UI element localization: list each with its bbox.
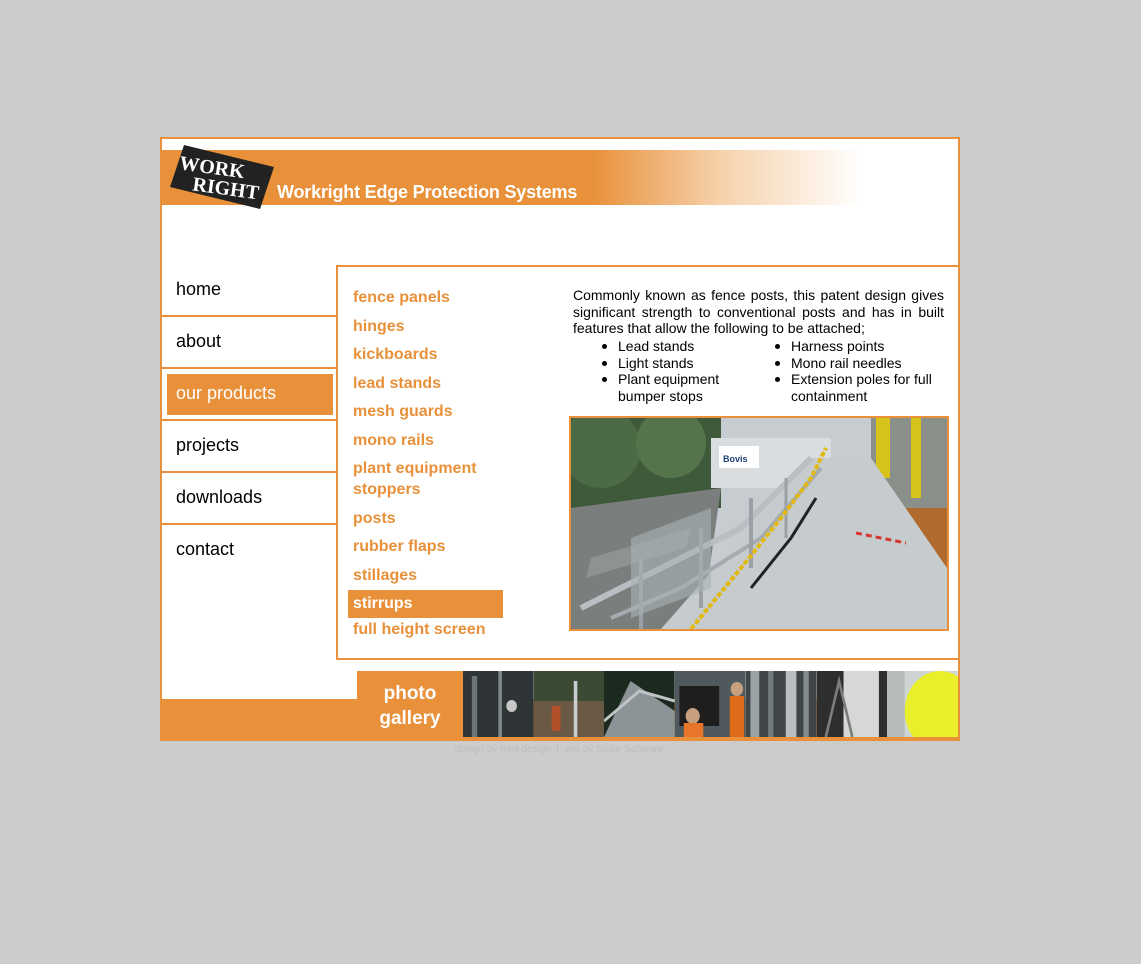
workright-logo[interactable] <box>170 145 274 209</box>
list-item <box>775 338 945 355</box>
gallery-thumbnail[interactable] <box>887 671 958 737</box>
bullet-icon <box>775 344 780 349</box>
footer-credits <box>0 744 1118 755</box>
nav-item-label: downloads <box>176 487 263 507</box>
nav-content-divider <box>336 265 338 660</box>
nav-item-projects[interactable] <box>162 421 338 473</box>
feature-text: Plant equipment bumper stops <box>618 371 720 404</box>
nav-item-our-products[interactable] <box>162 369 338 421</box>
gallery-thumbnail[interactable] <box>675 671 746 737</box>
nav-item-label: contact <box>176 539 235 559</box>
photo-gallery-label <box>357 681 463 731</box>
gallery-label-line1: photo <box>383 683 437 704</box>
photo-sign-text: Bovis <box>723 454 748 464</box>
nav-item-home[interactable] <box>162 265 338 317</box>
product-link-kickboards[interactable]: kickboards <box>353 346 438 363</box>
logo-text-right: RIGHT <box>191 173 261 205</box>
gallery-label-line2: gallery <box>379 708 441 729</box>
site-title: Workright Edge Protection Systems <box>277 182 578 202</box>
list-item <box>775 371 951 404</box>
feature-column-left <box>602 338 772 404</box>
bullet-icon <box>602 377 607 382</box>
photo-gallery-button[interactable] <box>357 671 463 739</box>
nav-item-contact[interactable] <box>162 525 338 575</box>
footer-separator: | <box>556 744 559 755</box>
list-item <box>602 338 772 355</box>
product-link-mono-rails[interactable]: mono rails <box>353 431 434 449</box>
gallery-thumbnails <box>463 671 958 737</box>
list-item <box>602 355 772 372</box>
gallery-thumbnail[interactable] <box>746 671 817 737</box>
site-credit-link[interactable]: site by Spike Software <box>564 744 664 755</box>
product-link-mesh-guards[interactable]: mesh guards <box>353 403 453 420</box>
product-link-fence-panels[interactable]: fence panels <box>353 289 450 306</box>
product-link-hinges[interactable]: hinges <box>353 317 405 335</box>
gallery-thumbnail[interactable] <box>817 671 888 737</box>
product-link-posts[interactable]: posts <box>353 509 396 527</box>
nav-item-label: our products <box>176 383 277 403</box>
product-description: Commonly known as fence posts, this patent design gives significant strength to conventional posts and has in built features that allow the following to be attached; <box>573 287 944 336</box>
product-link-rubber-flaps[interactable]: rubber flaps <box>353 538 446 555</box>
product-link-lead-stands[interactable]: lead stands <box>353 374 442 392</box>
gallery-thumbnail[interactable] <box>534 671 605 737</box>
page-frame <box>160 137 960 741</box>
feature-column-right <box>775 338 945 404</box>
logo-text-work: WORK <box>177 152 246 184</box>
product-link-stirrups[interactable]: stirrups <box>348 590 503 618</box>
content-top-divider <box>338 265 958 267</box>
feature-text: Light stands <box>618 354 694 371</box>
product-link-plant-equipment-stoppers[interactable]: plant equipment stoppers <box>353 460 477 498</box>
bullet-icon <box>775 361 780 366</box>
product-submenu <box>348 287 508 648</box>
list-item <box>775 355 945 372</box>
bullet-icon <box>602 344 607 349</box>
design-credit-link[interactable]: design by mini design <box>454 744 551 755</box>
bullet-icon <box>775 377 780 382</box>
nav-item-label: home <box>176 279 222 299</box>
content-bottom-divider <box>336 658 958 660</box>
nav-item-label: projects <box>176 435 240 455</box>
list-item <box>602 371 728 404</box>
nav-item-downloads[interactable] <box>162 473 338 525</box>
feature-text: Extension poles for full containment <box>791 371 932 404</box>
gallery-thumbnail[interactable] <box>604 671 675 737</box>
feature-text: Lead stands <box>618 338 695 354</box>
product-photo <box>569 416 949 631</box>
main-nav <box>162 265 338 575</box>
feature-text: Harness points <box>791 338 885 354</box>
nav-item-label: about <box>176 331 222 351</box>
gallery-thumbnail[interactable] <box>463 671 534 737</box>
feature-text: Mono rail needles <box>791 354 902 371</box>
product-link-stillages[interactable]: stillages <box>353 566 418 584</box>
bullet-icon <box>602 361 607 366</box>
product-link-full-height-screen[interactable]: full height screen <box>353 621 486 638</box>
nav-item-about[interactable] <box>162 317 338 369</box>
